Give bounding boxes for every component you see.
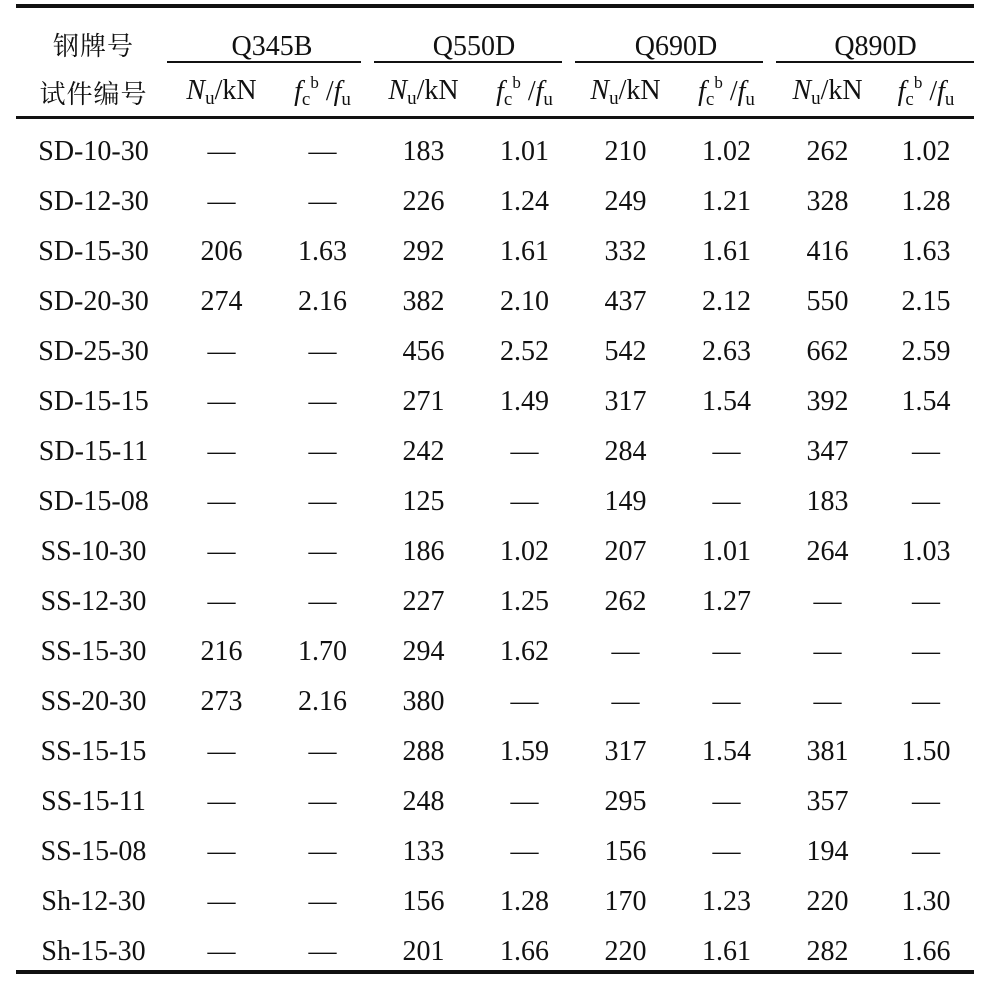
ratio-value-cell: 1.28	[901, 186, 951, 217]
ratio-column-header	[878, 65, 974, 119]
load-value-cell: 220	[604, 936, 647, 967]
load-unit: /kN	[618, 74, 661, 106]
load-column-header	[373, 65, 474, 119]
specimen-id: SD-12-30	[38, 186, 149, 217]
ratio-slash: /	[722, 76, 738, 107]
ratio-denominator: f	[333, 76, 342, 107]
load-value-cell: 437	[604, 286, 647, 317]
specimen-id: SD-10-30	[38, 136, 149, 167]
load-value-cell: —	[813, 586, 842, 617]
specimen-id: SS-12-30	[40, 586, 147, 617]
load-value-cell: 392	[806, 386, 849, 417]
load-value-cell: 183	[402, 136, 445, 167]
load-subscript: u	[205, 87, 215, 109]
ratio-subscript: c	[503, 89, 513, 110]
ratio-superscript: b	[512, 73, 521, 92]
ratio-value-cell: 1.50	[901, 736, 951, 767]
ratio-symbol: f	[698, 76, 706, 107]
ratio-denominator-subscript: u	[745, 89, 755, 110]
load-value-cell: 274	[200, 286, 243, 317]
ratio-value-cell: 1.28	[500, 886, 549, 917]
ratio-subscript: c	[705, 89, 715, 110]
specimen-id: SS-15-08	[40, 836, 147, 867]
ratio-symbol: f	[294, 76, 302, 107]
ratio-value-cell: 1.49	[500, 386, 549, 417]
load-symbol: N	[792, 74, 812, 106]
ratio-value-cell: 1.54	[702, 386, 752, 417]
ratio-value-cell: 2.59	[901, 336, 951, 367]
load-value-cell: 416	[806, 236, 849, 267]
specimen-id: SS-15-30	[40, 636, 147, 667]
ratio-value-cell: —	[308, 436, 337, 467]
load-value-cell: —	[207, 186, 236, 217]
ratio-value-cell: —	[308, 736, 337, 767]
load-value-cell: 328	[806, 186, 849, 217]
ratio-value-cell: —	[510, 786, 539, 817]
load-value-cell: —	[207, 836, 236, 867]
steel-grade-label: 钢牌号	[52, 32, 134, 62]
load-value-cell: 133	[402, 836, 445, 867]
table-row	[16, 627, 974, 677]
specimen-id: SD-15-08	[38, 486, 149, 517]
load-value-cell: —	[207, 586, 236, 617]
load-value-cell: 317	[604, 736, 647, 767]
ratio-value-cell: —	[912, 486, 941, 517]
ratio-value-cell: 1.25	[500, 586, 549, 617]
load-value-cell: —	[207, 336, 236, 367]
ratio-denominator: f	[737, 76, 746, 107]
ratio-value-cell: —	[912, 836, 941, 867]
ratio-denominator: f	[535, 76, 544, 107]
specimen-id: SD-15-30	[38, 236, 149, 267]
table-row	[16, 527, 974, 577]
load-symbol: N	[186, 74, 206, 106]
load-value-cell: 170	[604, 886, 647, 917]
load-value-cell: 357	[806, 786, 849, 817]
column-header-row	[16, 65, 974, 119]
table-row	[16, 227, 974, 277]
load-value-cell: 156	[402, 886, 445, 917]
ratio-value-cell: 1.54	[901, 386, 951, 417]
load-value-cell: 201	[402, 936, 445, 967]
table-row	[16, 177, 974, 227]
ratio-value-cell: 1.61	[702, 236, 752, 267]
grade-header-row	[16, 6, 974, 65]
results-table	[16, 6, 974, 977]
ratio-subscript: c	[905, 89, 914, 110]
ratio-value-cell: 1.54	[702, 736, 752, 767]
ratio-value-cell: —	[308, 336, 337, 367]
ratio-value-cell: —	[308, 486, 337, 517]
load-value-cell: —	[611, 636, 640, 667]
ratio-superscript: b	[913, 73, 923, 92]
load-unit: /kN	[214, 74, 257, 106]
specimen-id: SD-25-30	[38, 336, 149, 367]
ratio-value-cell: 1.30	[901, 886, 951, 917]
load-value-cell: 317	[604, 386, 647, 417]
load-value-cell: —	[813, 686, 842, 717]
ratio-value-cell: —	[308, 936, 337, 967]
ratio-column-header	[474, 65, 575, 119]
ratio-value-cell: —	[308, 586, 337, 617]
load-value-cell: 456	[402, 336, 445, 367]
ratio-denominator-subscript: u	[944, 89, 955, 110]
ratio-value-cell: 1.66	[901, 936, 951, 967]
ratio-value-cell: 1.27	[702, 586, 752, 617]
specimen-id: Sh-15-30	[41, 936, 146, 967]
load-value-cell: —	[813, 636, 842, 667]
table-body	[16, 119, 974, 977]
load-value-cell: 220	[806, 886, 849, 917]
ratio-value-cell: —	[912, 786, 941, 817]
ratio-value-cell: 1.24	[500, 186, 549, 217]
table-row	[16, 877, 974, 927]
ratio-value-cell: —	[712, 836, 741, 867]
load-value-cell: 226	[402, 186, 445, 217]
load-value-cell: 284	[604, 436, 647, 467]
ratio-value-cell: —	[308, 786, 337, 817]
ratio-value-cell: 1.66	[500, 936, 549, 967]
ratio-value-cell: —	[308, 386, 337, 417]
ratio-value-cell: 1.70	[298, 636, 347, 667]
load-subscript: u	[609, 87, 619, 109]
load-symbol: N	[590, 74, 610, 106]
load-value-cell: —	[207, 486, 236, 517]
load-value-cell: 380	[402, 686, 445, 717]
load-value-cell: —	[207, 536, 236, 567]
ratio-value-cell: 1.62	[500, 636, 549, 667]
load-value-cell: 207	[604, 536, 647, 567]
ratio-column-header	[676, 65, 777, 119]
ratio-value-cell: —	[510, 436, 539, 467]
ratio-denominator-subscript: u	[341, 89, 351, 110]
load-value-cell: 288	[402, 736, 445, 767]
ratio-slash: /	[318, 76, 334, 107]
load-unit: /kN	[416, 74, 459, 106]
ratio-value-cell: 1.23	[702, 886, 752, 917]
table-row	[16, 377, 974, 427]
load-value-cell: —	[207, 886, 236, 917]
load-value-cell: —	[611, 686, 640, 717]
specimen-id: SD-15-11	[38, 436, 149, 467]
load-value-cell: 262	[604, 586, 647, 617]
ratio-value-cell: —	[712, 636, 741, 667]
table-row	[16, 927, 974, 977]
load-value-cell: 156	[604, 836, 647, 867]
load-value-cell: 248	[402, 786, 445, 817]
ratio-value-cell: —	[308, 836, 337, 867]
specimen-id: SD-20-30	[38, 286, 149, 317]
specimen-id: SS-10-30	[40, 536, 147, 567]
load-value-cell: —	[207, 436, 236, 467]
load-unit: /kN	[820, 74, 863, 106]
load-value-cell: 249	[604, 186, 647, 217]
load-value-cell: 271	[402, 386, 445, 417]
load-value-cell: 542	[604, 336, 647, 367]
load-value-cell: 292	[402, 236, 445, 267]
load-value-cell: 264	[806, 536, 849, 567]
load-value-cell: —	[207, 386, 236, 417]
ratio-superscript: b	[714, 73, 723, 92]
ratio-value-cell: —	[308, 186, 337, 217]
load-value-cell: 550	[806, 286, 849, 317]
ratio-value-cell: —	[510, 836, 539, 867]
table-row	[16, 777, 974, 827]
ratio-value-cell: 2.63	[702, 336, 752, 367]
load-value-cell: 273	[200, 686, 243, 717]
table-row	[16, 277, 974, 327]
load-subscript: u	[811, 87, 821, 109]
specimen-id: SS-15-15	[40, 736, 147, 767]
load-value-cell: 194	[806, 836, 849, 867]
table-row	[16, 427, 974, 477]
ratio-value-cell: 2.10	[500, 286, 549, 317]
ratio-subscript: c	[301, 89, 311, 110]
ratio-value-cell: —	[712, 436, 741, 467]
ratio-value-cell: 1.02	[702, 136, 752, 167]
load-value-cell: 242	[402, 436, 445, 467]
ratio-denominator: f	[937, 76, 945, 107]
ratio-value-cell: —	[912, 686, 941, 717]
load-value-cell: 216	[200, 636, 243, 667]
specimen-id: SD-15-15	[38, 386, 149, 417]
specimen-id: SS-20-30	[40, 686, 147, 717]
load-column-header	[171, 65, 272, 119]
load-value-cell: 347	[806, 436, 849, 467]
ratio-value-cell: 1.01	[500, 136, 549, 167]
ratio-slash: /	[922, 76, 938, 107]
ratio-denominator-subscript: u	[543, 89, 553, 110]
ratio-value-cell: 1.21	[702, 186, 752, 217]
ratio-value-cell: —	[712, 486, 741, 517]
load-column-header	[777, 65, 878, 119]
ratio-value-cell: —	[712, 786, 741, 817]
load-value-cell: 149	[604, 486, 647, 517]
table-row	[16, 477, 974, 527]
load-symbol: N	[388, 74, 408, 106]
specimen-id: Sh-12-30	[41, 886, 146, 917]
ratio-value-cell: 1.01	[702, 536, 752, 567]
ratio-value-cell: —	[912, 636, 941, 667]
load-value-cell: 332	[604, 236, 647, 267]
grade-header-q550d: Q550D	[432, 31, 516, 62]
ratio-slash: /	[520, 76, 536, 107]
ratio-value-cell: 1.02	[500, 536, 549, 567]
load-value-cell: 227	[402, 586, 445, 617]
ratio-value-cell: —	[912, 586, 941, 617]
load-value-cell: 381	[806, 736, 849, 767]
table-row	[16, 727, 974, 777]
ratio-symbol: f	[496, 76, 504, 107]
table-row	[16, 577, 974, 627]
ratio-value-cell: 2.52	[500, 336, 549, 367]
ratio-value-cell: —	[712, 686, 741, 717]
ratio-value-cell: 1.59	[500, 736, 549, 767]
ratio-value-cell: 1.61	[500, 236, 549, 267]
ratio-value-cell: —	[308, 536, 337, 567]
load-value-cell: —	[207, 936, 236, 967]
load-column-header	[575, 65, 676, 119]
ratio-value-cell: 2.15	[901, 286, 951, 317]
load-value-cell: —	[207, 736, 236, 767]
load-value-cell: 262	[806, 136, 849, 167]
ratio-value-cell: 1.63	[901, 236, 951, 267]
load-value-cell: 210	[604, 136, 647, 167]
ratio-value-cell: 2.16	[298, 286, 347, 317]
table-row	[16, 327, 974, 377]
ratio-value-cell: —	[912, 436, 941, 467]
load-value-cell: 282	[806, 936, 849, 967]
table-row	[16, 677, 974, 727]
load-value-cell: 294	[402, 636, 445, 667]
load-value-cell: 183	[806, 486, 849, 517]
ratio-value-cell: 1.63	[298, 236, 347, 267]
table-row	[16, 119, 974, 177]
grade-header-q345b: Q345B	[231, 31, 313, 62]
ratio-value-cell: 2.12	[702, 286, 752, 317]
load-value-cell: 125	[402, 486, 445, 517]
ratio-symbol: f	[897, 76, 906, 107]
table-row	[16, 827, 974, 877]
ratio-value-cell: —	[308, 136, 337, 167]
ratio-value-cell: 1.61	[702, 936, 752, 967]
grade-header-q690d: Q690D	[634, 31, 718, 62]
ratio-superscript: b	[310, 73, 319, 92]
load-value-cell: 186	[402, 536, 445, 567]
grade-header-q890d: Q890D	[834, 31, 917, 62]
ratio-column-header	[272, 65, 373, 119]
load-value-cell: 295	[604, 786, 647, 817]
specimen-label: 试件编号	[39, 79, 148, 110]
load-value-cell: —	[207, 136, 236, 167]
ratio-value-cell: 1.03	[901, 536, 951, 567]
ratio-value-cell: —	[510, 486, 539, 517]
ratio-value-cell: 2.16	[298, 686, 347, 717]
ratio-value-cell: —	[510, 686, 539, 717]
ratio-value-cell: —	[308, 886, 337, 917]
ratio-value-cell: 1.02	[901, 136, 951, 167]
load-value-cell: 206	[200, 236, 243, 267]
load-value-cell: 662	[806, 336, 849, 367]
load-value-cell: 382	[402, 286, 445, 317]
load-value-cell: —	[207, 786, 236, 817]
specimen-id: SS-15-11	[41, 786, 146, 817]
load-subscript: u	[407, 87, 417, 109]
